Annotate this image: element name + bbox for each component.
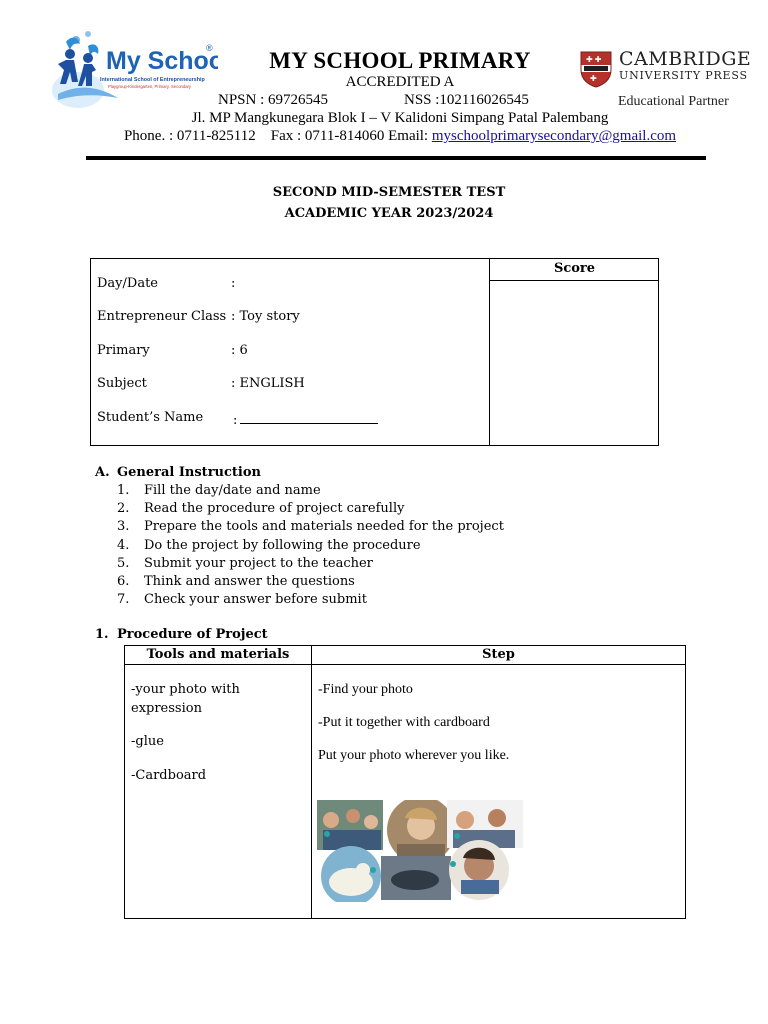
list-item [95, 537, 695, 555]
student-name-field[interactable] [233, 409, 378, 430]
school-contact [100, 127, 700, 145]
procedure-number: 1. [95, 627, 109, 642]
partner-name: CAMBRIDGE [619, 48, 752, 70]
item-text: Submit your project to the teacher [144, 555, 373, 571]
cambridge-shield-icon [579, 50, 613, 88]
item-number: 1. [117, 483, 130, 498]
tool-item: -glue [131, 734, 164, 749]
item-text: Check your answer before submit [144, 592, 367, 608]
school-name: MY SCHOOL PRIMARY [269, 48, 531, 73]
expression-photo-collage [317, 800, 523, 902]
academic-year: ACADEMIC YEAR 2023/2024 [284, 206, 494, 221]
item-text: Think and answer the questions [144, 574, 355, 590]
phone-fax: Phone. : 0711-825112 Fax : 0711-814060 Email: [123, 128, 432, 144]
day-date-value[interactable]: : [231, 276, 236, 291]
item-text: Read the procedure of project carefully [144, 501, 405, 517]
item-text: Prepare the tools and materials needed for the project [144, 519, 504, 535]
instructions-title: General Instruction [117, 465, 261, 480]
student-info-box [90, 258, 659, 446]
list-item [95, 573, 695, 591]
day-date-label: Day/Date [97, 276, 158, 291]
list-item [95, 482, 695, 500]
school-address: Jl. MP Mangkunegara Blok I – V Kalidoni Simpang Patal Palembang [191, 110, 609, 126]
list-item [95, 500, 695, 518]
step-item: Put your photo wherever you like. [318, 748, 510, 763]
item-number: 7. [117, 592, 130, 608]
subject-value: : ENGLISH [231, 376, 305, 391]
step-item: -Put it together with cardboard [318, 715, 490, 730]
list-item [95, 591, 695, 609]
list-item [95, 555, 695, 573]
column-divider [311, 646, 312, 918]
item-number: 3. [117, 519, 130, 535]
procedure-table [124, 645, 686, 919]
item-number: 2. [117, 501, 130, 517]
partner-press: UNIVERSITY PRESS [619, 69, 748, 82]
npsn: NPSN : 69726545 [218, 92, 329, 108]
item-number: 5. [117, 555, 130, 571]
primary-label: Primary [97, 343, 150, 358]
email-link[interactable]: myschoolprimarysecondary@gmail.com [431, 128, 677, 144]
procedure-title: Procedure of Project [117, 627, 268, 642]
procedure-heading [95, 627, 268, 642]
primary-value: : 6 [231, 343, 248, 358]
instructions-heading [95, 464, 695, 482]
score-label: Score [490, 259, 659, 281]
svg-text:✚ ✚: ✚ ✚ [586, 55, 602, 64]
class-value: : Toy story [231, 309, 300, 324]
item-text: Do the project by following the procedure [144, 537, 421, 553]
student-name-colon: : [233, 413, 238, 428]
header-row-divider [125, 664, 685, 665]
subject-label: Subject [97, 376, 147, 391]
student-name-blank[interactable] [240, 409, 378, 424]
list-item [95, 518, 695, 536]
partner-label: Educational Partner [618, 94, 729, 109]
logo-subtagline: Playgroup-Kindergarten, Primary, Secondary [108, 84, 192, 89]
svg-text:✚: ✚ [590, 74, 597, 83]
header-divider [86, 156, 706, 160]
tool-item: -your photo with expression [131, 682, 240, 716]
tools-column-header: Tools and materials [146, 647, 290, 662]
tool-item: -Cardboard [131, 768, 207, 783]
logo-title: My Schoo [106, 47, 218, 75]
svg-text:®: ® [206, 43, 213, 53]
score-box [489, 259, 659, 445]
section-letter: A. [95, 465, 110, 480]
item-number: 6. [117, 574, 130, 590]
item-number: 4. [117, 537, 130, 553]
partner-logo [579, 48, 752, 118]
test-name: SECOND MID-SEMESTER TEST [272, 185, 506, 200]
logo-tagline: International School of Entrepreneurship [100, 77, 205, 83]
test-title [0, 182, 768, 224]
nss: NSS :102116026545 [404, 92, 529, 108]
step-item: -Find your photo [318, 682, 413, 697]
item-text: Fill the day/date and name [144, 483, 321, 498]
step-column-header: Step [482, 647, 515, 662]
general-instructions [95, 464, 695, 609]
accreditation: ACCREDITED A [345, 74, 455, 90]
class-label: Entrepreneur Class [97, 309, 227, 324]
student-name-label: Student’s Name [97, 410, 204, 425]
